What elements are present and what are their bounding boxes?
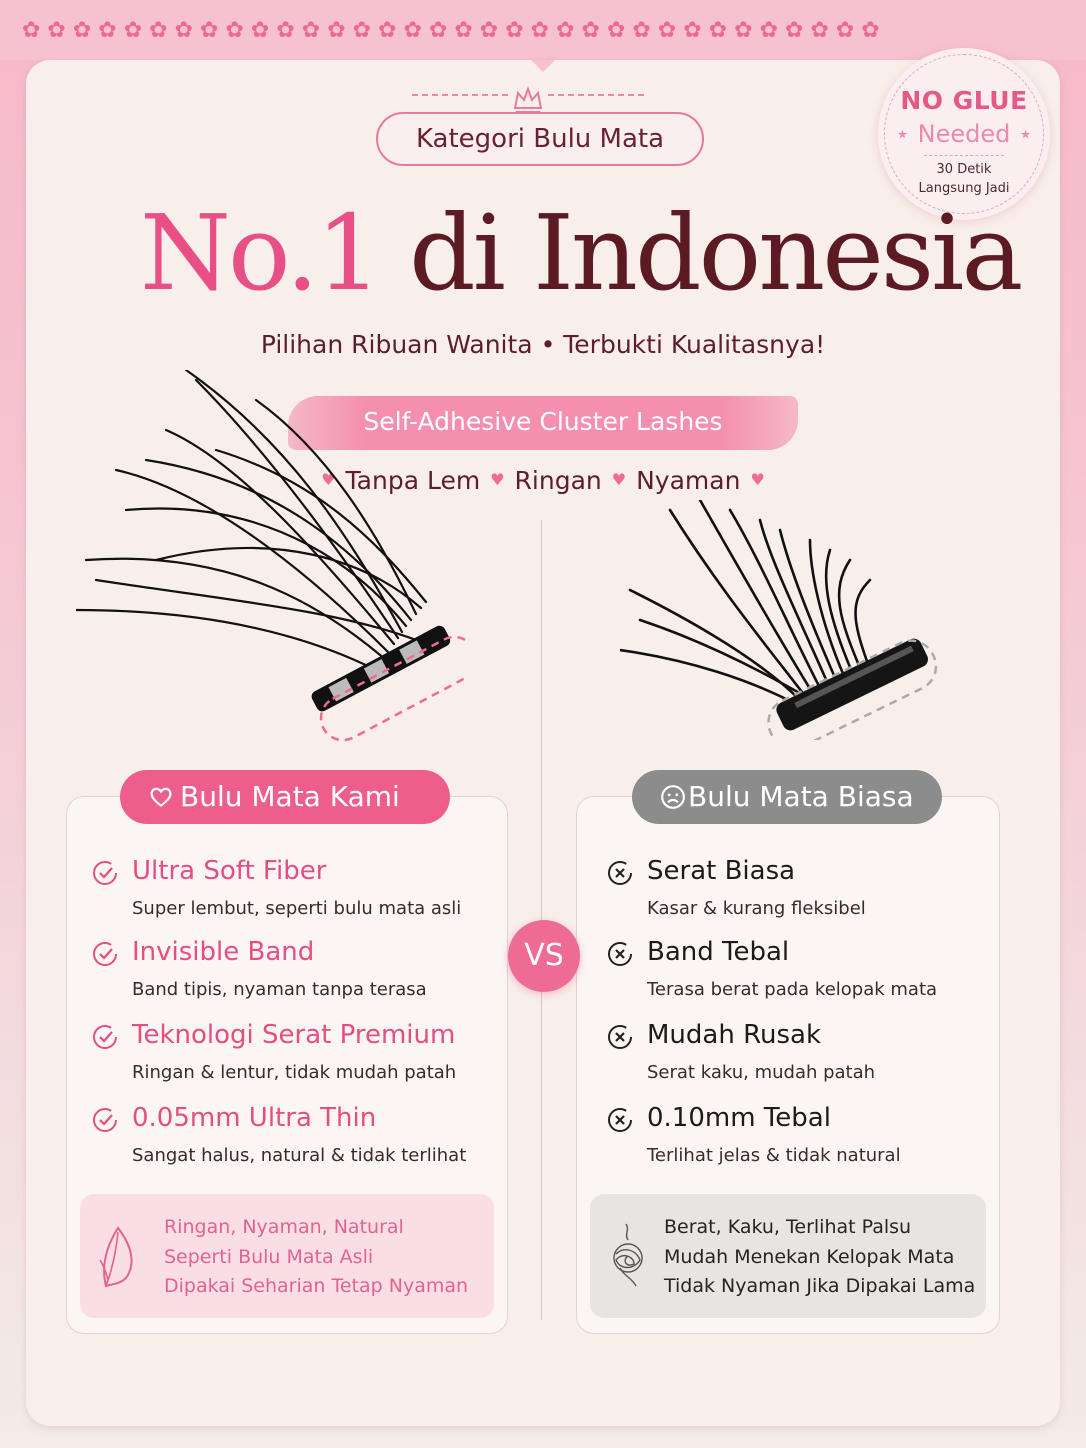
our-summary-note <box>80 1194 494 1318</box>
our-feature-title: Teknologi Serat Premium <box>132 1020 456 1050</box>
badge-line4: Langsung Jadi <box>918 181 1010 196</box>
our-feature-desc: Sangat halus, natural & tidak terlihat <box>132 1145 467 1166</box>
x-circle-icon <box>607 860 633 886</box>
x-circle-icon <box>607 1107 633 1133</box>
regular-note-line2: Mudah Menekan Kelopak Mata <box>664 1246 955 1268</box>
our-lashes-title: Bulu Mata Kami <box>180 780 400 813</box>
feather-icon <box>96 1220 142 1290</box>
our-note-line1: Ringan, Nyaman, Natural <box>164 1216 404 1238</box>
flower-decoration: ✿✿✿✿✿✿✿✿✿✿✿✿✿✿✿✿✿✿✿✿✿✿✿✿✿✿✿✿✿✿✿✿✿✿ <box>22 18 887 43</box>
check-circle-icon <box>92 941 118 967</box>
category-pill: Kategori Bulu Mata <box>376 112 704 166</box>
title-number: No.1 <box>140 192 380 314</box>
heart-icon: ♥ <box>490 470 505 489</box>
regular-lashes-tab <box>632 770 942 824</box>
our-note-line3: Dipakai Seharian Tetap Nyaman <box>164 1275 469 1297</box>
title-rest: di Indonesia <box>379 192 1021 314</box>
regular-feature-title: Band Tebal <box>647 937 790 967</box>
regular-feature-desc: Terasa berat pada kelopak mata <box>647 979 938 1000</box>
regular-lash-image <box>620 500 940 740</box>
our-feature-title: 0.05mm Ultra Thin <box>132 1103 377 1133</box>
x-circle-icon <box>607 1024 633 1050</box>
sad-face-icon <box>660 784 686 810</box>
regular-feature-title: Serat Biasa <box>647 856 796 886</box>
our-feature-desc: Ringan & lentur, tidak mudah patah <box>132 1062 457 1083</box>
regular-feature-title: Mudah Rusak <box>647 1020 822 1050</box>
badge-line2: ⋆ Needed ⋆ <box>894 120 1034 148</box>
check-circle-icon <box>92 1024 118 1050</box>
heart-icon: ♥ <box>750 470 765 489</box>
feature-3: Nyaman <box>636 466 741 495</box>
our-feature-title: Ultra Soft Fiber <box>132 856 327 886</box>
badge-line3: 30 Detik <box>936 162 992 177</box>
regular-feature-desc: Terlihat jelas & tidak natural <box>647 1145 901 1166</box>
check-circle-icon <box>92 860 118 886</box>
regular-summary-note <box>590 1194 986 1318</box>
feature-1: Tanpa Lem <box>345 466 481 495</box>
our-feature-desc: Band tipis, nyaman tanpa terasa <box>132 979 427 1000</box>
regular-lashes-title: Bulu Mata Biasa <box>688 780 914 813</box>
heart-icon: ♥ <box>611 470 627 489</box>
crown-icon <box>512 84 544 114</box>
x-circle-icon <box>607 941 633 967</box>
our-feature-title: Invisible Band <box>132 937 315 967</box>
our-note-line2: Seperti Bulu Mata Asli <box>164 1246 374 1268</box>
vs-badge: VS <box>508 920 580 992</box>
regular-note-line1: Berat, Kaku, Terlihat Palsu <box>664 1216 912 1238</box>
regular-feature-desc: Kasar & kurang fleksibel <box>647 898 866 919</box>
top-flower-band <box>0 0 1086 60</box>
regular-feature-desc: Serat kaku, mudah patah <box>647 1062 876 1083</box>
badge-line1: NO GLUE <box>900 86 1028 115</box>
heart-icon: ♥ <box>321 470 336 489</box>
our-lashes-tab <box>120 770 450 824</box>
regular-note-line3: Tidak Nyaman Jika Dipakai Lama <box>664 1275 976 1297</box>
feature-2: Ringan <box>514 466 602 495</box>
check-circle-icon <box>92 1107 118 1133</box>
our-feature-desc: Super lembut, seperti bulu mata asli <box>132 898 462 919</box>
tangled-fiber-icon <box>606 1220 650 1290</box>
our-lash-image <box>76 370 466 750</box>
subtitle: Pilihan Ribuan Wanita • Terbukti Kualitasnya! <box>260 330 826 359</box>
regular-feature-title: 0.10mm Tebal <box>647 1103 831 1133</box>
heart-outline-icon <box>148 784 174 810</box>
crown-divider <box>412 84 644 114</box>
product-type-banner: Self-Adhesive Cluster Lashes <box>288 396 798 450</box>
